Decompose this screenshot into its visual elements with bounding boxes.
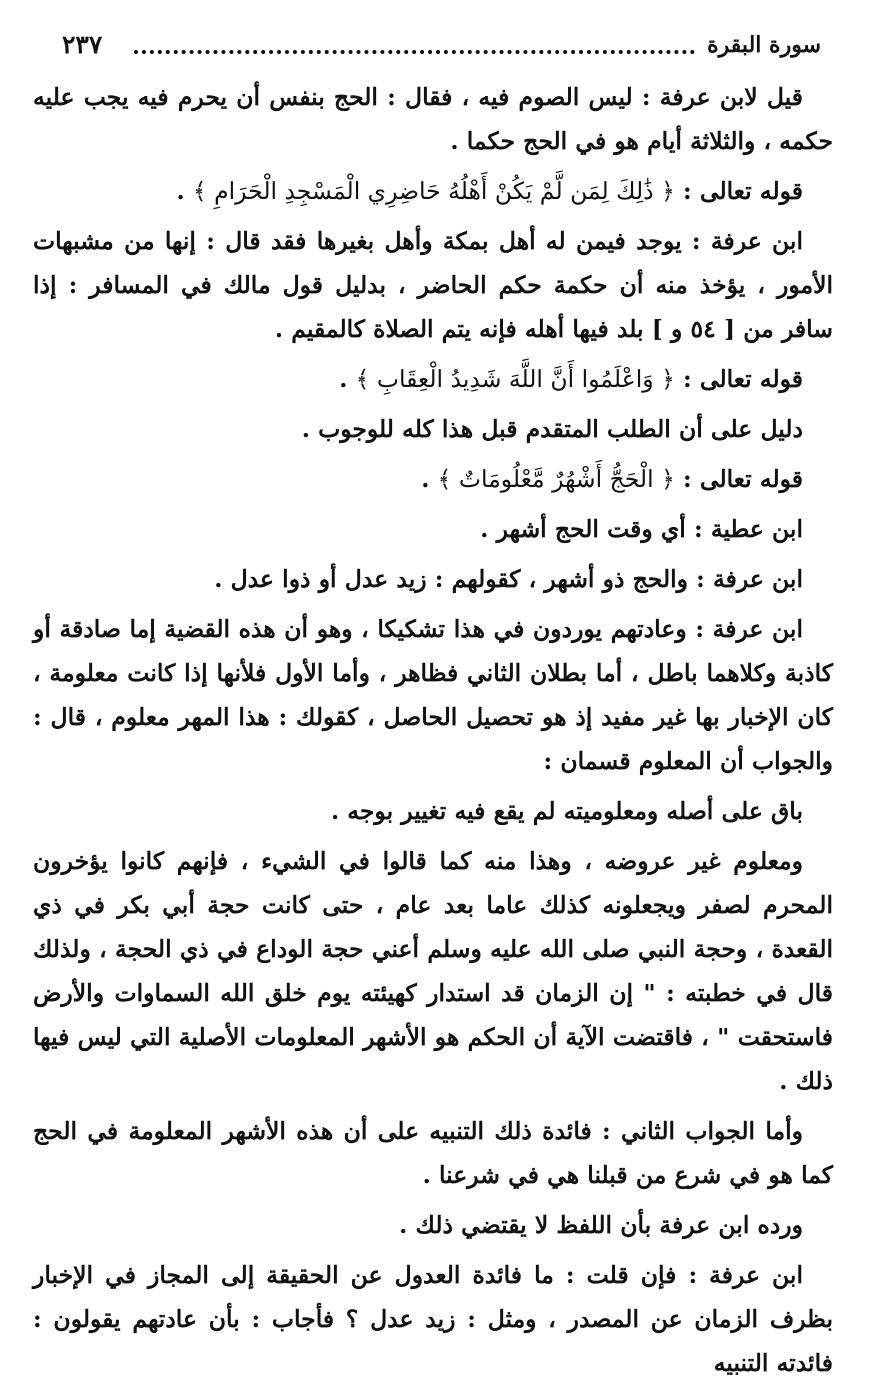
- text-line: قيل لابن عرفة : ليس الصوم فيه ، فقال : الحج بنفس أن يحرم فيه يجب عليه: [33, 83, 803, 111]
- text-line: هو في شرع من قبلنا هي في شرعنا .: [422, 1161, 793, 1189]
- quran-verse: ﴿ ذَٰلِكَ لِمَن لَّمْ يَكُنْ أَهْلُهُ حَاضِرِي الْمَسْجِدِ الْحَرَامِ ﴾: [192, 177, 675, 205]
- verse-intro: قوله تعالى :: [674, 365, 803, 393]
- verse-end: .: [421, 465, 438, 493]
- text-line: خطبته : " إن الزمان قد استدار كهيئته يوم خلق الله السماوات والأرض فاستحقت " ،: [33, 979, 834, 1051]
- page-number: ٢٣٧: [62, 30, 103, 59]
- text-line: النبي صلى الله عليه وسلم أعني حجة الوداع في ذي الحجة ، ولذلك قال في: [33, 935, 833, 1007]
- verse-paragraph-1: [33, 169, 833, 213]
- text-line: ابن عطية : أي وقت الحج أشهر .: [480, 515, 803, 543]
- paragraph-14: [33, 1253, 833, 1385]
- text-line: وأما الجواب الثاني : فائدة ذلك التنبيه على أن هذه الأشهر المعلومة في الحج كما: [33, 1117, 833, 1189]
- text-line: دليل على أن الطلب المتقدم قبل هذا كله للوجوب .: [301, 415, 803, 443]
- surah-title: سورة البقرة: [707, 32, 821, 58]
- text-line: ورده ابن عرفة بأن اللفظ لا يقتضي ذلك .: [399, 1211, 803, 1239]
- paragraph-13: [33, 1203, 833, 1247]
- verse-paragraph-2: [33, 357, 833, 401]
- paragraph-7: [33, 507, 833, 551]
- text-line: الزمان عن المصدر ، ومثل : زيد عدل ؟ فأجاب : بأن عادتهم يقولون : فائدته التنبيه: [33, 1305, 833, 1377]
- paragraph-11: [33, 839, 833, 1103]
- main-text: [33, 75, 833, 1391]
- text-line: لصفر ويجعلونه كذلك عاما بعد عام ، حتى كانت حجة أبي بكر في ذي القعدة ، وحجة: [33, 891, 834, 963]
- verse-intro: قوله تعالى :: [674, 177, 803, 205]
- verse-end: .: [339, 365, 356, 393]
- text-line: والجواب أن المعلوم قسمان :: [543, 747, 833, 775]
- text-line: الأمور ، يؤخذ منه أن حكمة حكم الحاضر ، بدليل قول مالك في المسافر : إذا سافر: [33, 271, 833, 343]
- text-line: كاذبة وكلاهما باطل ، أما بطلان الثاني فظاهر ، وأما الأول فلأنها إذا كانت معلومة ،: [33, 659, 833, 687]
- paragraph-8: [33, 557, 833, 601]
- text-line: من [ ٥٤ و ] بلد فيها أهله فإنه يتم الصلاة كالمقيم .: [274, 315, 774, 343]
- quran-verse: ﴿ وَاعْلَمُوا أَنَّ اللَّهَ شَدِيدُ الْعِقَابِ ﴾: [355, 365, 675, 393]
- text-line: ابن عرفة : والحج ذو أشهر ، كقولهم : زيد عدل أو ذوا عدل .: [214, 565, 803, 593]
- dotted-leader: [134, 50, 695, 54]
- text-line: حكمه ، والثلاثة أيام هو في الحج حكما .: [450, 127, 833, 155]
- text-line: ابن عرفة : يوجد فيمن له أهل بمكة وأهل بغيرها فقد قال : إنها من مشبهات: [33, 227, 803, 255]
- verse-end: .: [176, 177, 193, 205]
- paragraph-1: [33, 75, 833, 163]
- text-line: كان الإخبار بها غير مفيد إذ هو تحصيل الحاصل ، كقولك : هذا المهر معلوم ، قال :: [33, 703, 833, 731]
- text-line: ومعلوم غير عروضه ، وهذا منه كما قالوا في الشيء ، فإنهم كانوا يؤخرون المحرم: [33, 847, 833, 919]
- verse-intro: قوله تعالى :: [674, 465, 803, 493]
- paragraph-3: [33, 219, 833, 351]
- paragraph-12: [33, 1109, 833, 1197]
- paragraph-10: [33, 789, 833, 833]
- text-line: باق على أصله ومعلوميته لم يقع فيه تغيير بوجه .: [330, 797, 803, 825]
- paragraph-9: [33, 607, 833, 783]
- paragraph-5: [33, 407, 833, 451]
- running-header: [62, 30, 821, 60]
- text-line: ابن عرفة : فإن قلت : ما فائدة العدول عن الحقيقة إلى المجاز في الإخبار بظرف: [33, 1261, 833, 1333]
- quran-verse: ﴿ الْحَجُّ أَشْهُرٌ مَّعْلُومَاتٌ ﴾: [437, 465, 675, 493]
- verse-paragraph-3: [33, 457, 833, 501]
- text-line: ابن عرفة : وعادتهم يوردون في هذا تشكيكا ، وهو أن هذه القضية إما صادقة أو: [33, 615, 803, 643]
- text-line: فاقتضت الآية أن الحكم هو الأشهر المعلومات الأصلية التي ليس فيها ذلك .: [33, 1023, 833, 1095]
